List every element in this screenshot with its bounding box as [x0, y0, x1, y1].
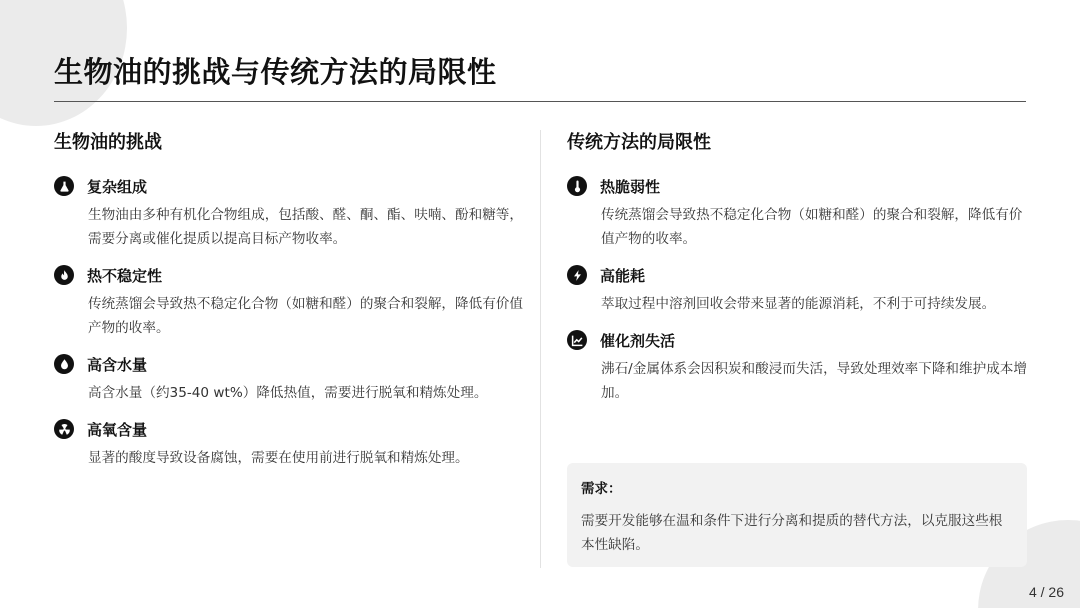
challenge-text: 传统蒸馏会导致热不稳定化合物（如糖和醛）的聚合和裂解，降低有价值产物的收率。: [88, 296, 523, 336]
column-divider: [540, 130, 541, 568]
page-title: 生物油的挑战与传统方法的局限性: [54, 55, 497, 89]
challenge-title: 复杂组成: [87, 177, 148, 196]
limitations-column: [567, 128, 1027, 417]
radiation-icon: [54, 419, 74, 439]
page-number: 4 / 26: [1028, 584, 1064, 600]
water-drop-icon: [54, 354, 74, 374]
challenges-heading: 生物油的挑战: [54, 132, 162, 153]
limitation-title: 高能耗: [600, 266, 646, 285]
challenge-text: 生物油由多种有机化合物组成，包括酸、醛、酮、酯、呋喃、酚和糖等，需要分离或催化提质以提高目标产物收率。: [88, 207, 523, 247]
limitation-title: 催化剂失活: [600, 331, 676, 350]
limitation-item: [567, 174, 1027, 251]
limitation-text: 萃取过程中溶剂回收会带来显著的能源消耗，不利于可持续发展。: [601, 296, 996, 312]
need-callout: [567, 463, 1027, 567]
challenge-text: 高含水量（约35-40 wt%）降低热值，需要进行脱氧和精炼处理。: [88, 385, 488, 401]
flask-icon: [54, 176, 74, 196]
limitation-item: [567, 328, 1027, 405]
thermometer-icon: [567, 176, 587, 196]
challenge-item: [54, 174, 524, 251]
limitations-heading: 传统方法的局限性: [567, 132, 711, 153]
challenge-item: [54, 263, 524, 340]
need-text: 需要开发能够在温和条件下进行分离和提质的替代方法，以克服这些根本性缺陷。: [581, 513, 1003, 553]
bolt-icon: [567, 265, 587, 285]
limitation-item: [567, 263, 1027, 316]
limitation-title: 热脆弱性: [600, 177, 661, 196]
challenges-column: [54, 128, 524, 482]
challenge-title: 高含水量: [87, 355, 148, 374]
title-divider: [54, 101, 1026, 102]
fire-icon: [54, 265, 74, 285]
challenge-item: [54, 417, 524, 470]
limitation-text: 沸石/金属体系会因积炭和酸浸而失活，导致处理效率下降和维护成本增加。: [601, 361, 1027, 401]
chart-line-icon: [567, 330, 587, 350]
challenge-item: [54, 352, 524, 405]
challenge-text: 显著的酸度导致设备腐蚀，需要在使用前进行脱氧和精炼处理。: [88, 450, 469, 466]
challenge-title: 高氧含量: [87, 420, 148, 439]
challenge-title: 热不稳定性: [87, 266, 163, 285]
limitation-text: 传统蒸馏会导致热不稳定化合物（如糖和醛）的聚合和裂解，降低有价值产物的收率。: [601, 207, 1023, 247]
need-label: 需求：: [581, 481, 622, 497]
